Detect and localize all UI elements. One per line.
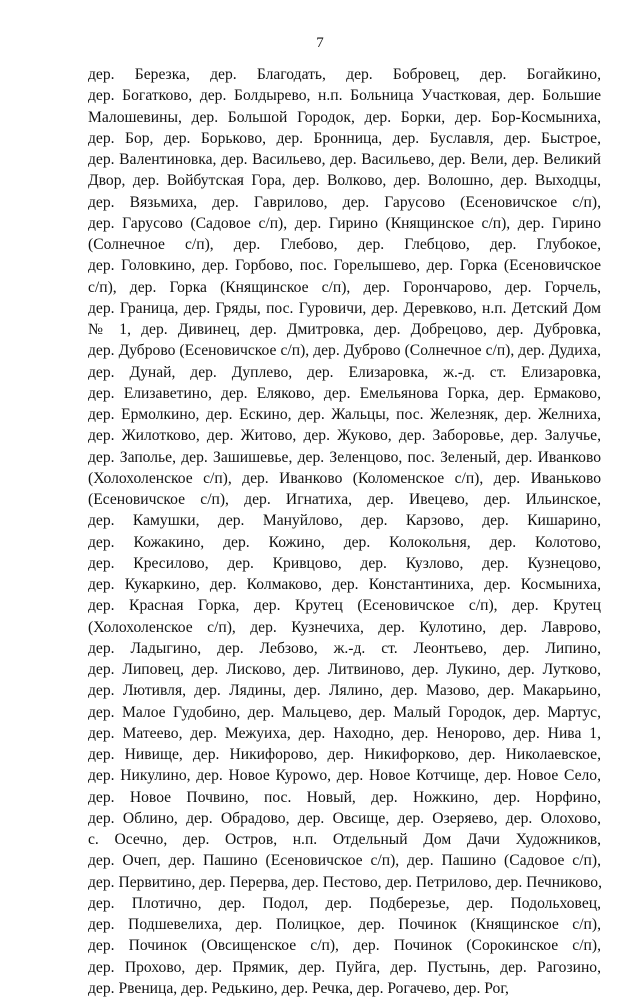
text-line: дер. Богатково, дер. Болдырево, н.п. Больница Участковая, дер. Большие <box>88 87 601 105</box>
text-line: с. Осечно, дер. Остров, н.п. Отдельный Дом Дачи Художников, <box>88 831 601 848</box>
text-line: дер. Кресилово, дер. Кривцово, дер. Кузлово, дер. Кузнецово, <box>88 554 601 572</box>
text-line: дер. Кукаркино, дер. Колмаково, дер. Константиниха, дер. Космыниха, <box>88 576 601 593</box>
text-line: дер. Жилотково, дер. Житово, дер. Жуково, дер. Заборовье, дер. Залучье, <box>88 427 601 445</box>
text-line: (Солнечное с/п), дер. Глебово, дер. Глебцово, дер. Глубокое, <box>88 236 601 253</box>
text-line: (Холохоленское с/п), дер. Иванково (Коломенское с/п), дер. Иваньково <box>88 469 601 487</box>
text-line: Двор, дер. Войбутская Гора, дер. Волково, дер. Волошно, дер. Выходцы, <box>88 172 601 190</box>
text-line: дер. Березка, дер. Благодать, дер. Бобровец, дер. Богайкино, <box>88 66 601 83</box>
text-line: дер. Рвеница, дер. Редькино, дер. Речка, дер. Рогачево, дер. Рог, <box>88 979 509 997</box>
text-line: дер. Дуброво (Есеновичское с/п), дер. Дуброво (Солнечное с/п), дер. Дудиха, <box>88 342 601 360</box>
page-number: 7 <box>316 35 324 51</box>
text-line: дер. Кожакино, дер. Кожино, дер. Колокольня, дер. Колотово, <box>88 533 601 551</box>
text-line: дер. Малое Гудобино, дер. Мальцево, дер. Малый Городок, дер. Мартус, <box>88 703 601 721</box>
text-line: дер. Починок (Овсищенское с/п), дер. Починок (Сорокинское с/п), <box>88 937 601 955</box>
text-line: Малошевины, дер. Большой Городок, дер. Борки, дер. Бор-Космыниха, <box>88 108 601 126</box>
text-line: (Есеновичское с/п), дер. Игнатиха, дер. Ивецево, дер. Ильинское, <box>88 491 601 508</box>
text-line: дер. Валентиновка, дер. Васильево, дер. Васильево, дер. Вели, дер. Великий <box>88 151 601 168</box>
text-line: дер. Граница, дер. Гряды, пос. Гуровичи, дер. Деревково, н.п. Детский Дом <box>88 299 601 317</box>
text-line: дер. Лютивля, дер. Лядины, дер. Лялино, дер. Мазово, дер. Макарьино, <box>88 682 601 700</box>
text-line: дер. Головкино, дер. Горбово, пос. Горелышево, дер. Горка (Есеновичское <box>88 257 601 275</box>
text-line: дер. Заполье, дер. Зашишевье, дер. Зеленцово, пос. Зеленый, дер. Иванково <box>88 448 601 466</box>
text-line: № 1, дер. Дивинец, дер. Дмитровка, дер. Добрецово, дер. Дубровка, <box>88 321 601 338</box>
text-line: дер. Липовец, дер. Лисково, дер. Литвиново, дер. Лукино, дер. Лутково, <box>88 661 601 678</box>
text-line: дер. Плотично, дер. Подол, дер. Подберезье, дер. Подольховец, <box>88 894 601 912</box>
text-line: с/п), дер. Горка (Княщинское с/п), дер. Горончарово, дер. Горчель, <box>88 278 601 296</box>
text-line: дер. Бор, дер. Борьково, дер. Бронница, дер. Буславля, дер. Быстрое, <box>88 129 601 147</box>
text-line: дер. Новое Почвино, пос. Новый, дер. Ножкино, дер. Норфино, <box>88 788 601 806</box>
text-line: дер. Вязьмиха, дер. Гаврилово, дер. Гарусово (Есеновичское с/п), <box>88 193 601 211</box>
text-line: дер. Красная Горка, дер. Крутец (Есеновичское с/п), дер. Крутец <box>88 597 601 615</box>
text-line: дер. Нивище, дер. Никифорово, дер. Никифорково, дер. Николаевское, <box>88 746 601 763</box>
text-line: дер. Облино, дер. Обрадово, дер. Овсище, дер. Озеряево, дер. Олохово, <box>88 809 601 827</box>
text-line: дер. Камушки, дер. Мануйлово, дер. Карзово, дер. Кишарино, <box>88 512 601 530</box>
text-line: (Холохоленское с/п), дер. Кузнечиха, дер. Кулотино, дер. Лаврово, <box>88 618 601 636</box>
text-line: дер. Матеево, дер. Межуиха, дер. Находно, дер. Ненорово, дер. Нива 1, <box>88 724 601 742</box>
text-line: дер. Ермолкино, дер. Ескино, дер. Жальцы, пос. Железняк, дер. Желниха, <box>88 406 601 423</box>
text-line: дер. Первитино, дер. Перерва, дер. Пестово, дер. Петрилово, дер. Печниково, <box>88 873 602 891</box>
text-line: дер. Прохово, дер. Прямик, дер. Пуйга, дер. Пустынь, дер. Рагозино, <box>88 958 601 976</box>
settlement-list-text <box>88 64 601 999</box>
text-line: дер. Елизаветино, дер. Еляково, дер. Емельянова Горка, дер. Ермаково, <box>88 384 601 402</box>
text-line: дер. Никулино, дер. Новое Куроwо, дер. Новое Котчище, дер. Новое Село, <box>88 767 601 785</box>
text-line: дер. Подшевелиха, дер. Полицкое, дер. Починок (Княщинское с/п), <box>88 916 601 933</box>
text-line: дер. Гарусово (Садовое с/п), дер. Гирино (Княщинское с/п), дер. Гирино <box>88 214 601 232</box>
text-line: дер. Очеп, дер. Пашино (Есеновичское с/п), дер. Пашино (Садовое с/п), <box>88 852 601 870</box>
text-line: дер. Ладыгино, дер. Лебзово, ж.-д. ст. Леонтьево, дер. Липино, <box>88 639 601 657</box>
text-line: дер. Дунай, дер. Дуплево, дер. Елизаровка, ж.-д. ст. Елизаровка, <box>88 363 601 381</box>
